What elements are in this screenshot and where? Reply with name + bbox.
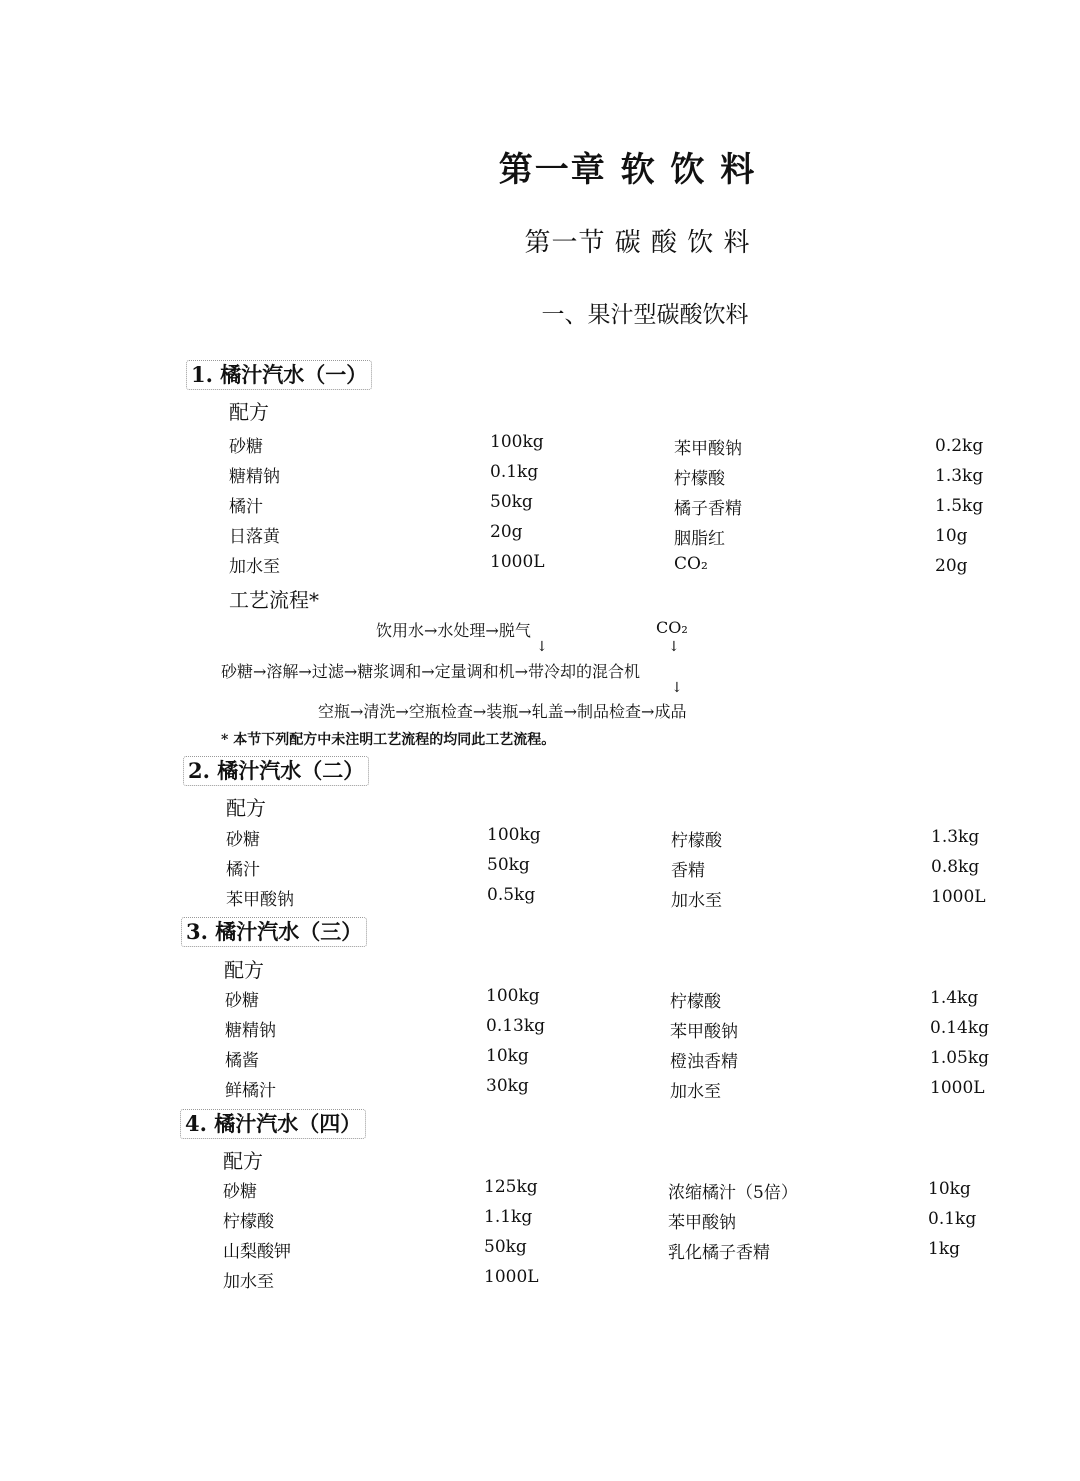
recipe-title: 4. 橘汁汽水（四） [180, 1109, 366, 1139]
ingredient-amount: 20g [490, 522, 523, 542]
ingredient-amount: 100kg [487, 825, 541, 845]
ingredient-name: 山梨酸钾 [223, 1242, 291, 1262]
ingredient-name: 日落黄 [229, 527, 280, 547]
down-arrow-icon: ↓ [671, 680, 683, 696]
ingredient-name: 柠檬酸 [670, 992, 721, 1012]
ingredient-amount: 1.4kg [930, 988, 979, 1008]
formula-label: 配方 [223, 1149, 263, 1173]
ingredient-amount: 100kg [486, 986, 540, 1006]
process-line-1: 饮用水→水处理→脱气 [376, 621, 531, 640]
recipe-title: 3. 橘汁汽水（三） [181, 917, 367, 947]
ingredient-amount: 1000L [490, 552, 545, 572]
ingredient-amount: 50kg [490, 492, 533, 512]
ingredient-amount: 1kg [928, 1239, 960, 1259]
ingredient-amount: 1000L [484, 1267, 539, 1287]
ingredient-name: 橘酱 [225, 1051, 259, 1071]
ingredient-amount: 1000L [931, 887, 986, 907]
ingredient-name: 乳化橘子香精 [668, 1243, 770, 1263]
ingredient-amount: 30kg [486, 1076, 529, 1096]
ingredient-name: 糖精钠 [225, 1021, 276, 1041]
ingredient-amount: 0.1kg [490, 462, 539, 482]
process-line-3: 空瓶→清洗→空瓶检查→装瓶→轧盖→制品检查→成品 [318, 702, 687, 721]
ingredient-name: 砂糖 [226, 830, 260, 850]
ingredient-name: 苯甲酸钠 [226, 890, 294, 910]
ingredient-amount: 0.2kg [935, 436, 984, 456]
ingredient-amount: 0.14kg [930, 1018, 990, 1038]
ingredient-name: 柠檬酸 [223, 1212, 274, 1232]
ingredient-name: 糖精钠 [229, 467, 280, 487]
ingredient-amount: 10g [935, 526, 968, 546]
formula-label: 配方 [226, 796, 266, 820]
ingredient-name: 橙浊香精 [670, 1052, 738, 1072]
ingredient-name: 浓缩橘汁（5倍） [668, 1183, 798, 1203]
ingredient-amount: 1.1kg [484, 1207, 533, 1227]
ingredient-name: 鲜橘汁 [225, 1081, 276, 1101]
ingredient-name: 香精 [671, 861, 705, 881]
chapter-title: 第一章 软 饮 料 [498, 150, 757, 190]
footnote: * 本节下列配方中未注明工艺流程的均同此工艺流程。 [221, 732, 556, 748]
ingredient-amount: 1.5kg [935, 496, 984, 516]
ingredient-name: 橘子香精 [674, 499, 742, 519]
ingredient-amount: 0.13kg [486, 1016, 546, 1036]
ingredient-amount: 1000L [930, 1078, 985, 1098]
subsection-title: 一、果汁型碳酸饮料 [541, 302, 749, 328]
ingredient-amount: 1.3kg [935, 466, 984, 486]
ingredient-name: 砂糖 [223, 1182, 257, 1202]
ingredient-name: CO₂ [674, 554, 708, 574]
ingredient-name: 柠檬酸 [674, 469, 725, 489]
ingredient-amount: 20g [935, 556, 968, 576]
ingredient-amount: 0.8kg [931, 857, 980, 877]
ingredient-name: 砂糖 [225, 991, 259, 1011]
formula-label: 配方 [229, 400, 269, 424]
ingredient-name: 柠檬酸 [671, 831, 722, 851]
ingredient-name: 苯甲酸钠 [674, 439, 742, 459]
ingredient-amount: 10kg [928, 1179, 971, 1199]
ingredient-amount: 0.5kg [487, 885, 536, 905]
ingredient-name: 橘汁 [229, 497, 263, 517]
ingredient-name: 苯甲酸钠 [670, 1022, 738, 1042]
ingredient-name: 加水至 [229, 557, 280, 577]
ingredient-name: 加水至 [671, 891, 722, 911]
ingredient-amount: 50kg [484, 1237, 527, 1257]
ingredient-amount: 50kg [487, 855, 530, 875]
ingredient-amount: 100kg [490, 432, 544, 452]
section-title: 第一节 碳 酸 饮 料 [524, 228, 751, 258]
ingredient-amount: 10kg [486, 1046, 529, 1066]
ingredient-name: 砂糖 [229, 437, 263, 457]
process-co2: CO₂ [656, 618, 688, 637]
process-line-2: 砂糖→溶解→过滤→糖浆调和→定量调和机→带冷却的混合机 [221, 662, 641, 681]
down-arrow-icon: ↓ [668, 639, 680, 655]
ingredient-name: 胭脂红 [674, 529, 725, 549]
ingredient-amount: 125kg [484, 1177, 538, 1197]
ingredient-amount: 0.1kg [928, 1209, 977, 1229]
ingredient-name: 苯甲酸钠 [668, 1213, 736, 1233]
process-label: 工艺流程* [229, 588, 319, 612]
recipe-title: 2. 橘汁汽水（二） [183, 756, 369, 786]
ingredient-amount: 1.3kg [931, 827, 980, 847]
down-arrow-icon: ↓ [536, 639, 548, 655]
ingredient-name: 橘汁 [226, 860, 260, 880]
ingredient-name: 加水至 [670, 1082, 721, 1102]
recipe-title: 1. 橘汁汽水（一） [186, 360, 372, 390]
ingredient-amount: 1.05kg [930, 1048, 990, 1068]
ingredient-name: 加水至 [223, 1272, 274, 1292]
formula-label: 配方 [224, 958, 264, 982]
